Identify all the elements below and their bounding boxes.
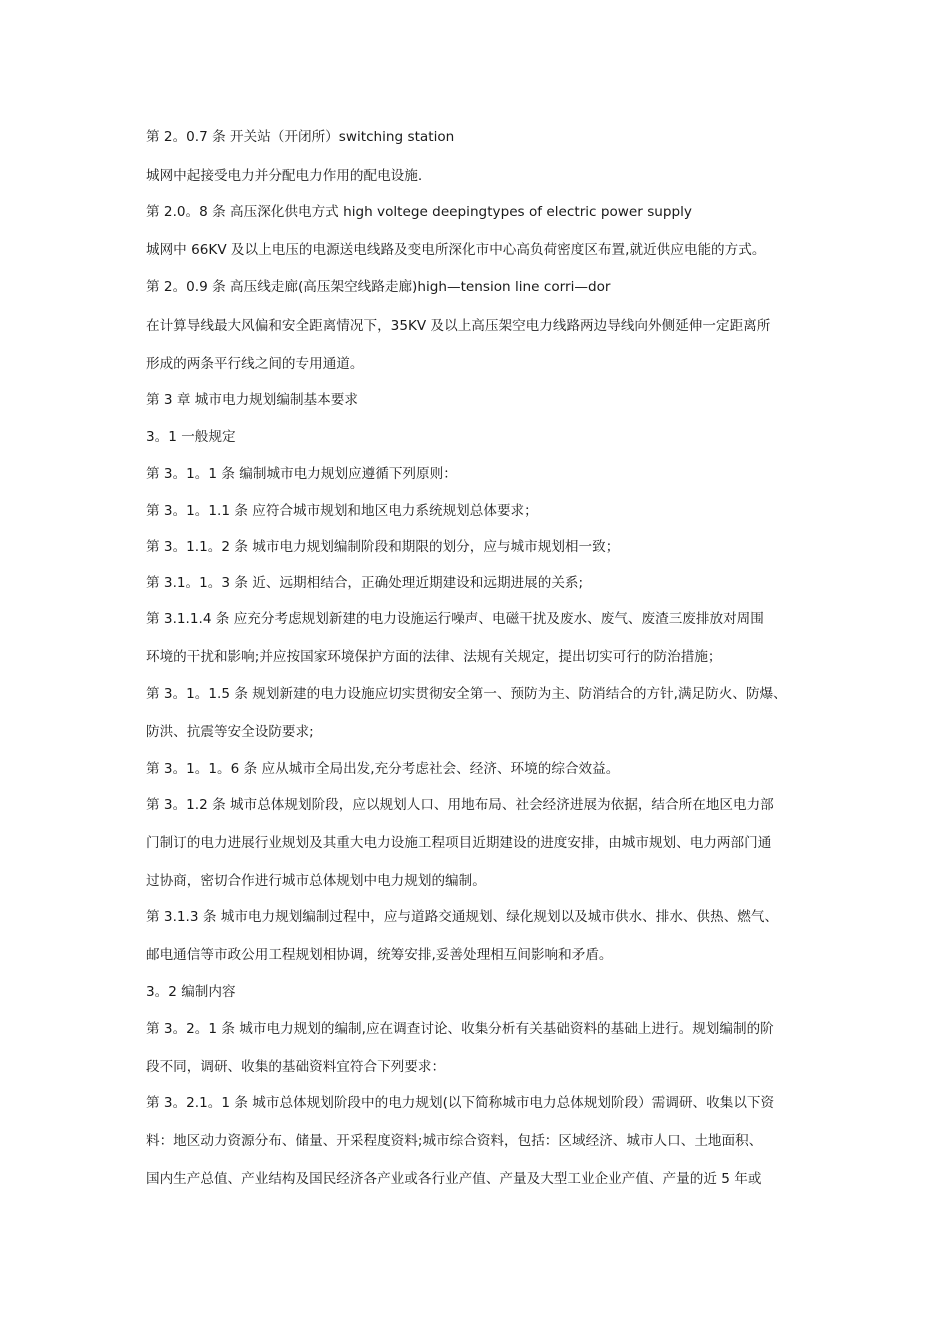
text-line-26: 段不同，调研、收集的基础资料宜符合下列要求： xyxy=(146,1059,446,1075)
text-line-6: 在计算导线最大风偏和安全距离情况下，35KV 及以上高压架空电力线路两边导线向外侧延伸一定距离所 xyxy=(146,318,771,334)
text-line-4: 城网中 66KV 及以上电压的电源送电线路及变电所深化市中心高负荷密度区布置,就近供应电能的方式。 xyxy=(146,242,766,258)
text-line-1: 第 2。0.7 条 开关站（开闭所）switching station xyxy=(146,129,455,145)
text-line-28: 料：地区动力资源分布、储量、开采程度资料;城市综合资料，包括：区域经济、城市人口、土地面积、 xyxy=(146,1133,763,1149)
text-line-19: 第 3。1.2 条 城市总体规划阶段，应以规划人口、用地布局、社会经济进展为依据，结合所在地区电力部 xyxy=(146,797,774,813)
text-line-17: 防洪、抗震等安全设防要求; xyxy=(146,724,314,740)
text-line-16: 第 3。1。1.5 条 规划新建的电力设施应切实贯彻安全第一、预防为主、防消结合的方针,满足防火、防爆、 xyxy=(146,686,787,702)
text-line-12: 第 3。1.1。2 条 城市电力规划编制阶段和期限的划分，应与城市规划相一致； xyxy=(146,539,620,555)
text-line-23: 邮电通信等市政公用工程规划相协调，统筹安排,妥善处理相互间影响和矛盾。 xyxy=(146,947,613,963)
text-line-29: 国内生产总值、产业结构及国民经济各产业或各行业产值、产量及大型工业企业产值、产量的近 5 年或 xyxy=(146,1171,762,1187)
text-line-20: 门制订的电力进展行业规划及其重大电力设施工程项目近期建设的进度安排，由城市规划、电力两部门通 xyxy=(146,835,772,851)
text-line-2: 城网中起接受电力并分配电力作用的配电设施. xyxy=(146,168,423,184)
text-line-3: 第 2.0。8 条 高压深化供电方式 high voltege deepingtypes of electric power supply xyxy=(146,204,692,220)
text-line-15: 环境的干扰和影响;并应按国家环境保护方面的法律、法规有关规定，提出切实可行的防治措施； xyxy=(146,649,722,665)
text-line-18: 第 3。1。1。6 条 应从城市全局出发,充分考虑社会、经济、环境的综合效益。 xyxy=(146,761,620,777)
text-line-27: 第 3。2.1。1 条 城市总体规划阶段中的电力规划(以下简称城市电力总体规划阶段）需调研、收集以下资 xyxy=(146,1095,775,1111)
text-line-5: 第 2。0.9 条 高压线走廊(高压架空线路走廊)high—tension line corri—dor xyxy=(146,279,611,295)
text-line-24: 3。2 编制内容 xyxy=(146,984,236,1000)
text-line-22: 第 3.1.3 条 城市电力规划编制过程中，应与道路交通规划、绿化规划以及城市供水、排水、供热、燃气、 xyxy=(146,909,779,925)
text-line-21: 过协商，密切合作进行城市总体规划中电力规划的编制。 xyxy=(146,873,486,889)
text-line-13: 第 3.1。1。3 条 近、远期相结合，正确处理近期建设和远期进展的关系; xyxy=(146,575,584,591)
text-line-7: 形成的两条平行线之间的专用通道。 xyxy=(146,356,364,372)
text-line-9: 3。1 一般规定 xyxy=(146,429,236,445)
text-line-10: 第 3。1。1 条 编制城市电力规划应遵循下列原则： xyxy=(146,466,457,482)
text-line-25: 第 3。2。1 条 城市电力规划的编制,应在调查讨论、收集分析有关基础资料的基础上进行。规划编制的阶 xyxy=(146,1021,774,1037)
text-line-8: 第 3 章 城市电力规划编制基本要求 xyxy=(146,392,358,408)
text-line-11: 第 3。1。1.1 条 应符合城市规划和地区电力系统规划总体要求； xyxy=(146,503,538,519)
text-line-14: 第 3.1.1.4 条 应充分考虑规划新建的电力设施运行噪声、电磁干扰及废水、废气、废渣三废排放对周围 xyxy=(146,611,764,627)
